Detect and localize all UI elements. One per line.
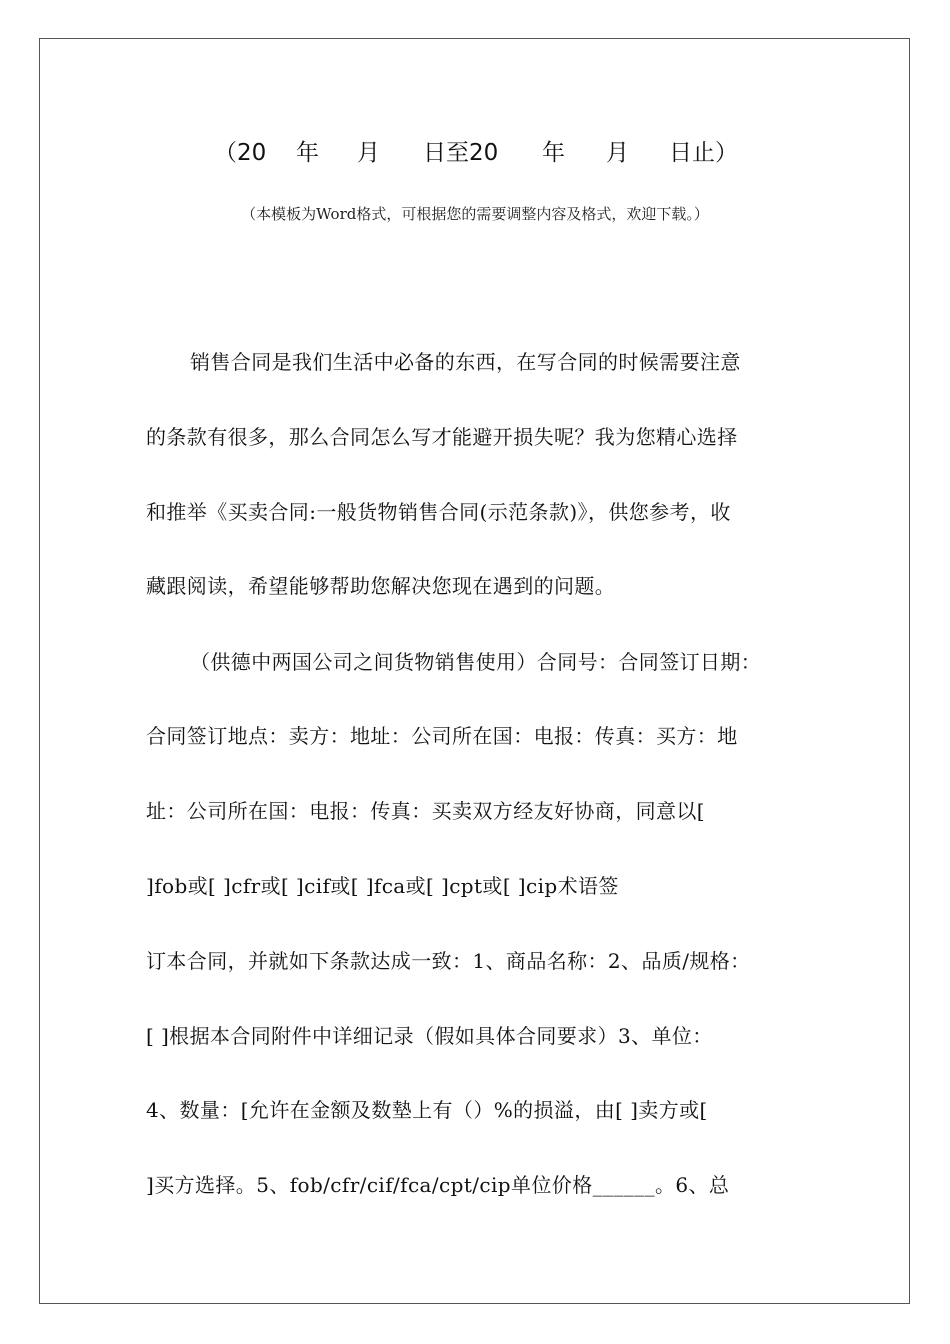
date-part-open: （20 (214, 140, 267, 166)
body-line: 销售合同是我们生活中必备的东西，在写合同的时候需要注意 (190, 350, 741, 374)
body-line: 址：公司所在国：电报：传真：买卖双方经友好协商，同意以[ (146, 799, 706, 823)
date-part-month-2: 月 (606, 140, 629, 166)
body-line: 的条款有很多，那么合同怎么写才能避开损失呢？我为您精心选择 (146, 425, 738, 449)
date-part-day-to: 日至20 (423, 140, 499, 166)
body-line: 藏跟阅读，希望能够帮助您解决您现在遇到的问题。 (146, 574, 616, 598)
date-part-month: 月 (357, 140, 380, 166)
date-part-day-end: 日止） (669, 140, 738, 166)
template-note: （本模板为Word格式，可根据您的需要调整内容及格式，欢迎下载。） (241, 205, 709, 223)
body-line: 合同签订地点：卖方：地址：公司所在国：电报：传真：买方：地 (146, 724, 738, 748)
date-part-year: 年 (296, 140, 319, 166)
body-line: [ ]根据本合同附件中详细记录（假如具体合同要求）3、单位： (146, 1024, 713, 1048)
body-line: 订本合同，并就如下条款达成一致：1、商品名称：2、品质/规格： (146, 949, 751, 973)
body-line: 4、数量：[允许在金额及数墊上有（）%的损溢，由[ ]卖方或[ (146, 1098, 708, 1122)
body-line: （供德中两国公司之间货物销售使用）合同号：合同签订日期： (190, 650, 762, 674)
body-line: 和推举《买卖合同:一般货物销售合同(示范条款)》，供您参考，收 (146, 500, 731, 524)
date-part-year-2: 年 (542, 140, 565, 166)
body-line: ]买方选择。5、fob/cfr/cif/fca/cpt/cip单位价格______。6、总 (146, 1173, 730, 1197)
contract-date-range (0, 133, 950, 173)
body-line: ]fob或[ ]cfr或[ ]cif或[ ]fca或[ ]cpt或[ ]cip术语签 (146, 874, 619, 898)
